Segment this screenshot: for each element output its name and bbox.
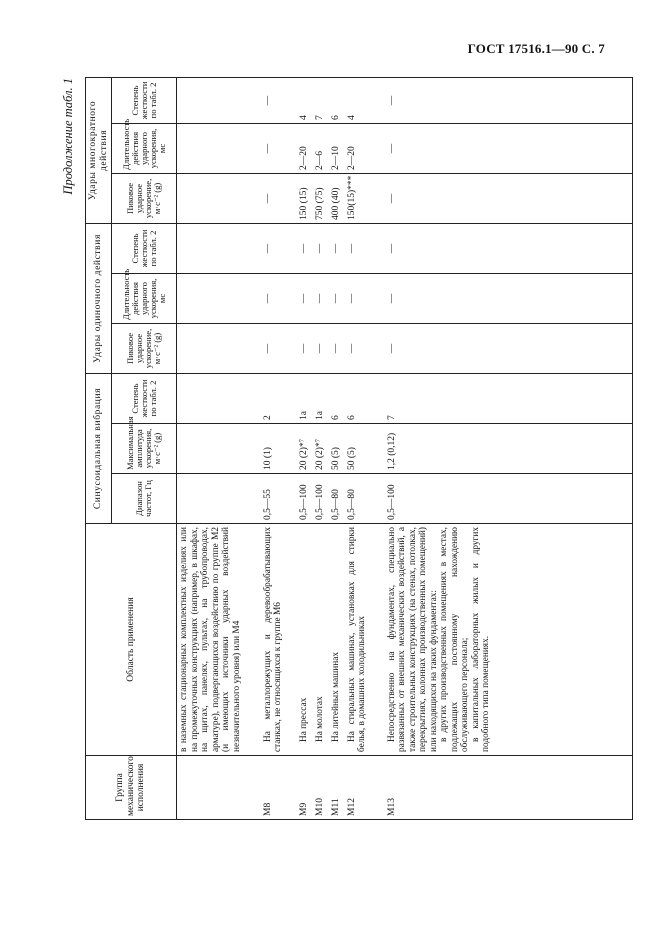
group-cell: М11 <box>329 756 345 820</box>
value-cell: — <box>385 123 633 173</box>
value-cell: 50 (5) <box>329 424 345 474</box>
value-cell <box>177 474 261 524</box>
value-cell: — <box>345 273 385 323</box>
value-cell: — <box>261 77 297 123</box>
value-cell <box>177 123 261 173</box>
page-header: ГОСТ 17516.1—90 С. 7 <box>467 41 605 56</box>
value-cell: 0,5—100 <box>385 474 633 524</box>
header-group: Группа механического исполнения <box>86 756 177 820</box>
value-cell: 150 (15) <box>297 173 313 223</box>
value-cell: — <box>261 173 297 223</box>
value-cell: — <box>313 323 329 373</box>
table-row <box>313 77 329 819</box>
value-cell: 750 (75) <box>313 173 329 223</box>
area-cell: На металлорежущих и деревообрабатывающих станках, не относящихся к группе М6 <box>261 524 297 756</box>
table-row <box>385 77 633 819</box>
value-cell: 6 <box>329 77 345 123</box>
value-cell: — <box>261 323 297 373</box>
area-cell: в наземных стационарных комплектных изделиях или на промежуточных конструкциях (например, в шкафах, на щитах, панелях, пультах, на трубопроводах, арматуре), подвергающихся воздействию по группе М2 (и имеющих источники ударных воздействий незначительного уровня) или М4 <box>177 524 261 756</box>
value-cell <box>177 173 261 223</box>
rotated-table-block <box>61 78 633 820</box>
value-cell: 4 <box>345 77 385 123</box>
value-cell: 1а <box>297 373 313 423</box>
value-cell: 2 <box>261 373 297 423</box>
header-severity: Степень жесткости по табл. 2 <box>112 223 177 273</box>
header-max-amplitude: Максимальная амплитуда ускорения, м·с⁻² (g) <box>112 424 177 474</box>
table-row <box>329 77 345 819</box>
value-cell: 150(15)*** <box>345 173 385 223</box>
value-cell: — <box>313 223 329 273</box>
group-cell: М13 <box>385 756 633 820</box>
value-cell: — <box>297 273 313 323</box>
area-cell: На литейных машинах <box>329 524 345 756</box>
value-cell <box>177 223 261 273</box>
value-cell: — <box>385 273 633 323</box>
table-row <box>177 77 261 819</box>
value-cell: — <box>385 173 633 223</box>
header-severity: Степень жесткости по табл. 2 <box>112 373 177 423</box>
value-cell: — <box>385 223 633 273</box>
value-cell: 6 <box>345 373 385 423</box>
header-sinusoidal-vibration: Синусоидальная вибрация <box>86 373 112 523</box>
value-cell: — <box>385 323 633 373</box>
value-cell: 6 <box>329 373 345 423</box>
value-cell <box>177 273 261 323</box>
value-cell: 7 <box>385 373 633 423</box>
value-cell: 4 <box>297 77 313 123</box>
continuation-label: Продолжение табл. 1 <box>61 78 75 195</box>
area-cell: На стиральных машинах, установках для стирки белья, в домашних холодильниках <box>345 524 385 756</box>
area-cell: На молотах <box>313 524 329 756</box>
value-cell <box>177 424 261 474</box>
value-cell: — <box>297 323 313 373</box>
header-area: Область применения <box>86 524 177 756</box>
value-cell <box>177 323 261 373</box>
value-cell: 0,5—55 <box>261 474 297 524</box>
value-cell: — <box>329 323 345 373</box>
value-cell: — <box>261 123 297 173</box>
value-cell <box>177 373 261 423</box>
value-cell: 1а <box>313 373 329 423</box>
value-cell <box>177 77 261 123</box>
table-row <box>345 77 385 819</box>
value-cell: 0,5—100 <box>313 474 329 524</box>
value-cell: — <box>313 273 329 323</box>
value-cell: 2—6 <box>313 123 329 173</box>
value-cell: 2—20 <box>345 123 385 173</box>
value-cell: 0,5—80 <box>329 474 345 524</box>
value-cell: 20 (2)*⁷ <box>313 424 329 474</box>
value-cell: — <box>345 223 385 273</box>
value-cell: 7 <box>313 77 329 123</box>
group-cell: М10 <box>313 756 329 820</box>
value-cell: — <box>329 223 345 273</box>
table-row <box>297 77 313 819</box>
header-peak-acceleration: Пиковое ударное ускорение, м·с⁻² (g) <box>112 323 177 373</box>
group-cell: М12 <box>345 756 385 820</box>
header-duration: Длительность действия ударного ускорения, мс <box>112 273 177 323</box>
value-cell: — <box>261 223 297 273</box>
value-cell: 0,5—100 <box>297 474 313 524</box>
value-cell: 2—20 <box>297 123 313 173</box>
value-cell: — <box>345 323 385 373</box>
header-frequency-range: Диапазон частот, Гц <box>112 474 177 524</box>
value-cell: — <box>385 77 633 123</box>
header-single-impacts: Удары одиночного действия <box>86 223 112 373</box>
header-multiple-impacts: Удары многократного действия <box>86 77 112 223</box>
header-duration: Длительность действия ударного ускорения, мс <box>112 123 177 173</box>
value-cell: — <box>261 273 297 323</box>
value-cell: — <box>329 273 345 323</box>
group-cell: М9 <box>297 756 313 820</box>
table-row <box>261 77 297 819</box>
value-cell: — <box>297 223 313 273</box>
mechanical-groups-table <box>85 77 633 820</box>
group-cell: М8 <box>261 756 297 820</box>
value-cell: 400 (40) <box>329 173 345 223</box>
area-cell: Непосредственно на фундаментах, специально развязанных от внешних механических воздействий, а также строительных конструкциях (на стенах, потолках, перекрытиях, колоннах производственных помещений) или находящихся на таких фундаментах: в других производственных помещениях в местах, подлежащих постоянному нахождению обслуживающего персонала; в капитальных лабораторных жилых и других подобного типа помещениях. <box>385 524 633 756</box>
value-cell: 0,5—80 <box>345 474 385 524</box>
header-severity: Степень жесткости по табл. 2 <box>112 77 177 123</box>
group-cell <box>177 756 261 820</box>
value-cell: 2—10 <box>329 123 345 173</box>
value-cell: 1,2 (0,12) <box>385 424 633 474</box>
value-cell: 50 (5) <box>345 424 385 474</box>
header-peak-acceleration: Пиковое ударное ускорение, м·с⁻² (g) <box>112 173 177 223</box>
area-cell: На прессах <box>297 524 313 756</box>
value-cell: 10 (1) <box>261 424 297 474</box>
value-cell: 20 (2)*⁷ <box>297 424 313 474</box>
